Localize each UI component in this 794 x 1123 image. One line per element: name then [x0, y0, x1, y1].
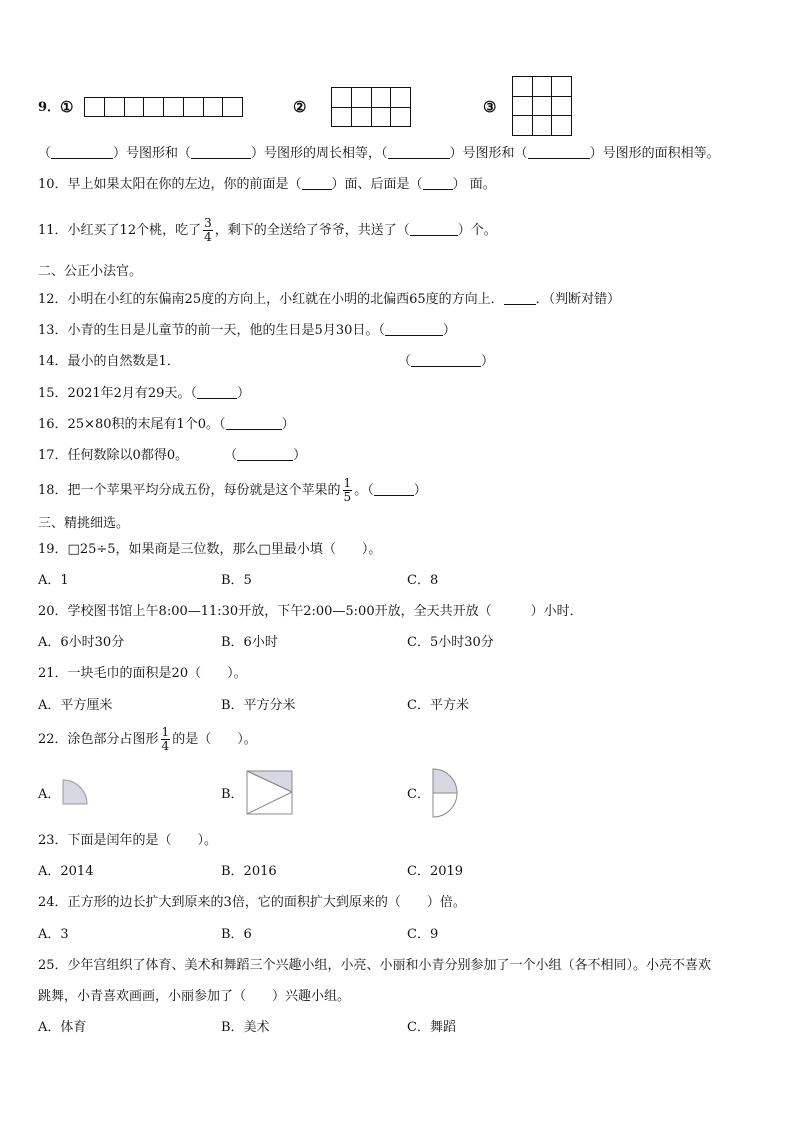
- option-a[interactable]: A．3: [38, 927, 69, 942]
- question-20: 20．学校图书馆上午8:00—11:30开放，下午2:00—5:00开放，全天共开放（ ）小时．: [38, 604, 583, 619]
- answer-blank[interactable]: [411, 353, 481, 367]
- section-2-heading: 二、公正小法官。: [38, 264, 143, 279]
- answer-blank[interactable]: [410, 222, 458, 236]
- option-c[interactable]: C．5小时30分: [407, 635, 494, 650]
- text: 22．涂色部分占图形: [38, 732, 159, 747]
- text: ）: [281, 417, 295, 432]
- question-24: 24．正方形的边长扩大到原来的3倍，它的面积扩大到原来的（ ）倍。: [38, 895, 466, 910]
- answer-blank[interactable]: [302, 176, 332, 190]
- question-17: [38, 447, 306, 465]
- numerator: 1: [343, 476, 352, 490]
- text: 的是（ ）。: [172, 732, 257, 747]
- text: ）号图形和（: [113, 146, 192, 161]
- numerator: 1: [161, 725, 170, 739]
- question-18: [38, 475, 427, 507]
- text: ）面、后面是（: [331, 177, 423, 192]
- denominator: 5: [343, 490, 352, 504]
- text: ） 面。: [452, 177, 496, 192]
- question-23: 23．下面是闰年的是（ ）。: [38, 833, 218, 848]
- option-a[interactable]: A．1: [38, 573, 69, 588]
- text: ，剩下的全送给了爷爷，共送了（: [214, 223, 410, 238]
- fraction: [161, 726, 171, 753]
- answer-blank[interactable]: [191, 145, 251, 159]
- question-22: [38, 724, 257, 756]
- text: ）: [413, 483, 427, 498]
- fraction: [343, 477, 353, 504]
- q9-answer-line: [38, 145, 720, 163]
- text: ）号图形的面积相等。: [589, 146, 720, 161]
- text: 11．小红买了12个桃，吃了: [38, 223, 202, 238]
- question-12: [38, 291, 620, 309]
- answer-blank[interactable]: [504, 291, 536, 305]
- text: 10．早上如果太阳在你的左边，你的前面是（: [38, 177, 302, 192]
- text: ．（判断对错）: [535, 292, 621, 307]
- text: ）: [442, 323, 456, 338]
- option-a[interactable]: A．2014: [38, 864, 94, 879]
- option-c[interactable]: C．2019: [407, 864, 464, 879]
- question-13: [38, 322, 456, 340]
- text: 16．25×80积的末尾有1个0。（: [38, 417, 226, 432]
- figure-3-label: ③: [483, 98, 497, 116]
- text: ）: [236, 386, 250, 401]
- quarter-circle-figure[interactable]: [62, 779, 90, 807]
- text: ）号图形和（: [449, 146, 528, 161]
- text: 。（: [354, 483, 374, 498]
- text: （: [38, 146, 52, 161]
- text: 18．把一个苹果平均分成五份，每份就是这个苹果的: [38, 483, 341, 498]
- text: 17．任何数除以0都得0。: [38, 448, 189, 463]
- text: ）个。: [457, 223, 497, 238]
- answer-blank[interactable]: [237, 447, 293, 461]
- answer-blank[interactable]: [226, 416, 282, 430]
- unshaded-region: [433, 793, 457, 817]
- option-c[interactable]: C．舞蹈: [407, 1020, 456, 1035]
- figure-3-grid: [512, 76, 572, 136]
- option-b[interactable]: B．美术: [221, 1020, 270, 1035]
- text: 13．小青的生日是儿童节的前一天，他的生日是5月30日。（: [38, 323, 385, 338]
- text: ）号图形的周长相等，（: [251, 146, 388, 161]
- semicircle-figure[interactable]: [431, 767, 461, 819]
- answer-blank[interactable]: [197, 385, 237, 399]
- answer-blank[interactable]: [385, 322, 443, 336]
- denominator: 4: [161, 739, 170, 753]
- question-11: [38, 215, 497, 247]
- text: 15．2021年2月有29天。（: [38, 386, 197, 401]
- text: ）: [481, 354, 495, 369]
- figure-1-label: ①: [60, 98, 74, 116]
- question-14: [38, 353, 180, 371]
- text: 12．小明在小红的东偏南25度的方向上，小红就在小明的北偏西65度的方向上．: [38, 292, 504, 307]
- question-19: 19．□25÷5，如果商是三位数，那么□里最小填（ ）。: [38, 542, 382, 557]
- answer-blank[interactable]: [51, 145, 113, 159]
- question-25-line-2: 跳舞，小青喜欢画画，小丽参加了（ ）兴趣小组。: [38, 989, 351, 1004]
- question-14-answer: [398, 353, 494, 371]
- section-3-heading: 三、精挑细选。: [38, 516, 130, 531]
- text: 14．最小的自然数是1．: [38, 354, 180, 369]
- question-25-line-1: 25．少年宫组织了体育、美术和舞蹈三个兴趣小组，小亮、小丽和小青分别参加了一个小组（各不相同）。小亮不喜欢: [38, 958, 712, 973]
- option-c[interactable]: C．9: [407, 927, 439, 942]
- option-a[interactable]: A．体育: [38, 1020, 87, 1035]
- text: （: [398, 354, 412, 369]
- text: （: [224, 448, 238, 463]
- option-c[interactable]: C．8: [407, 573, 439, 588]
- denominator: 4: [204, 230, 212, 244]
- answer-blank[interactable]: [423, 176, 453, 190]
- option-a[interactable]: A．6小时30分: [38, 635, 125, 650]
- question-16: [38, 416, 295, 434]
- q9-number: 9．: [38, 100, 61, 115]
- numerator: 3: [204, 216, 212, 230]
- text: ）: [293, 448, 307, 463]
- answer-blank[interactable]: [388, 145, 450, 159]
- question-21: 21．一块毛巾的面积是20（ ）。: [38, 666, 247, 681]
- option-a[interactable]: A．平方厘米: [38, 698, 113, 713]
- figure-2-grid: [331, 87, 411, 127]
- figure-1-grid: [84, 97, 243, 117]
- option-b[interactable]: B．5: [221, 573, 252, 588]
- option-b[interactable]: B．平方分米: [221, 698, 296, 713]
- shaded-region: [63, 780, 87, 804]
- option-b[interactable]: B．6: [221, 927, 252, 942]
- option-b[interactable]: B．: [221, 787, 244, 802]
- answer-blank[interactable]: [374, 482, 414, 496]
- question-10: [38, 176, 496, 194]
- divided-square-figure[interactable]: [246, 770, 294, 816]
- option-b[interactable]: B．6小时: [221, 635, 278, 650]
- question-15: [38, 385, 250, 403]
- option-a[interactable]: A．: [38, 787, 61, 802]
- option-c[interactable]: C．: [407, 787, 430, 802]
- fraction: [203, 217, 213, 244]
- option-b[interactable]: B．2016: [221, 864, 277, 879]
- option-c[interactable]: C．平方米: [407, 698, 469, 713]
- shaded-region: [433, 769, 457, 793]
- figure-2-label: ②: [293, 98, 307, 116]
- answer-blank[interactable]: [528, 145, 590, 159]
